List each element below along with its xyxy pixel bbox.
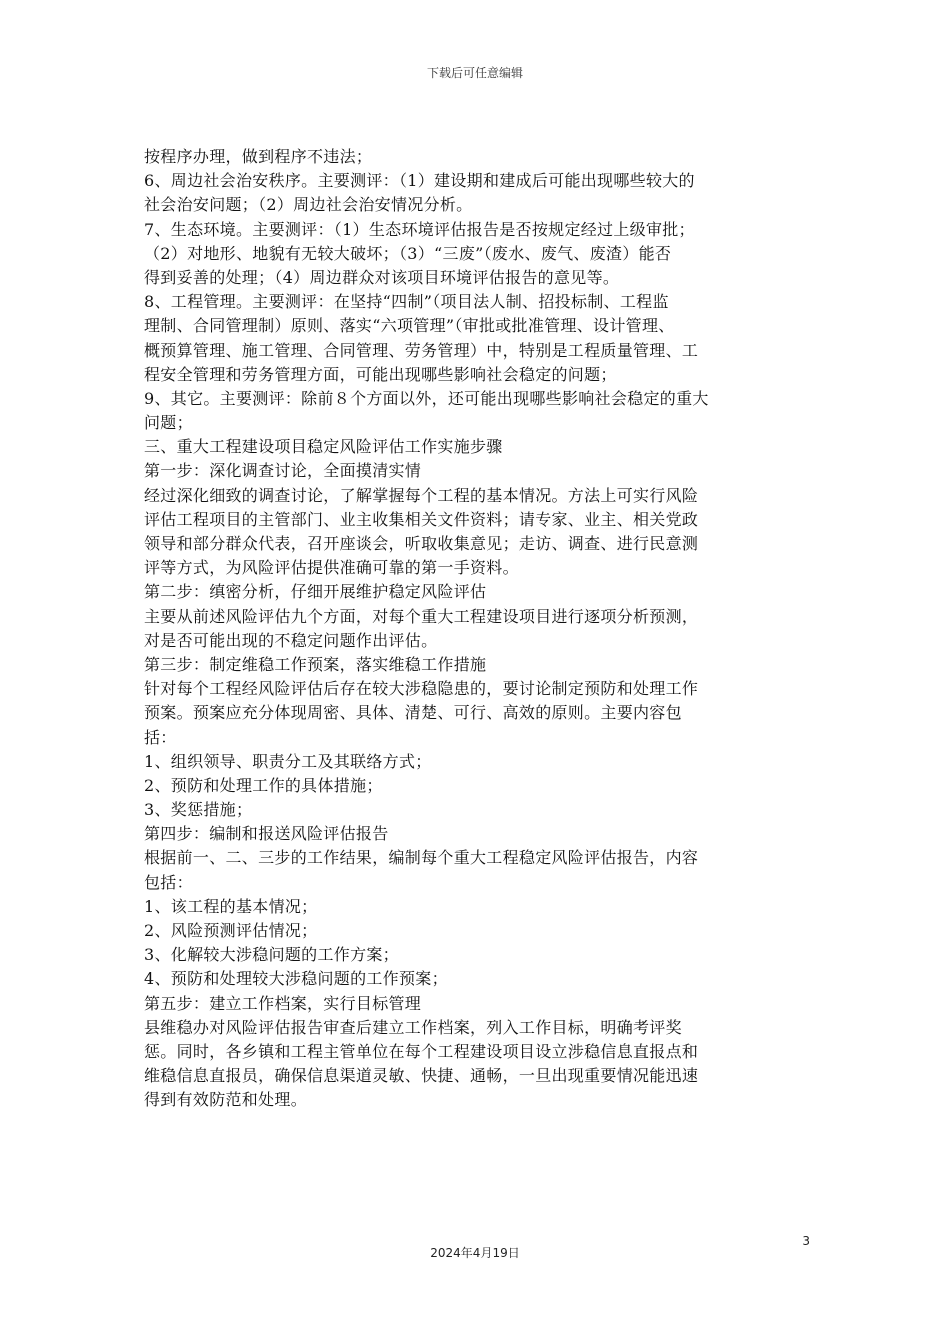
step-heading: 第五步：建立工作档案，实行目标管理 (144, 993, 422, 1013)
text-line: 预案。预案应充分体现周密、具体、清楚、可行、高效的原则。主要内容包 (144, 703, 682, 723)
page-header: 下载后可任意编辑 (426, 66, 523, 80)
text-line: 县维稳办对风险评估报告审查后建立工作档案，列入工作目标，明确考评奖 (144, 1017, 682, 1037)
text-line: 主要从前述风险评估九个方面，对每个重大工程建设项目进行逐项分析预测， (144, 606, 699, 626)
list-item: 2、预防和处理工作的具体措施； (144, 775, 383, 795)
text-line: 得到有效防范和处理。 (144, 1090, 308, 1110)
step-heading: 第四步：编制和报送风险评估报告 (144, 824, 389, 844)
text-line: 6、周边社会治安秩序。主要测评：（1）建设期和建成后可能出现哪些较大的 (144, 171, 695, 191)
text-line: 7、生态环境。主要测评：（1）生态环境评估报告是否按规定经过上级审批； (144, 219, 695, 239)
text-line: 对是否可能出现的不稳定问题作出评估。 (144, 630, 438, 650)
text-line: 评等方式，为风险评估提供准确可靠的第一手资料。 (144, 558, 519, 578)
text-line: 包括： (144, 872, 193, 892)
text-line: 按程序办理，做到程序不违法； (144, 147, 373, 166)
text-line: 根据前一、二、三步的工作结果，编制每个重大工程稳定风险评估报告，内容 (144, 848, 699, 868)
list-item: 3、化解较大涉稳问题的工作方案； (144, 945, 399, 965)
text-line: 针对每个工程经风险评估后存在较大涉稳隐患的，要讨论制定预防和处理工作 (144, 679, 699, 699)
list-item: 3、奖惩措施； (144, 800, 253, 820)
list-item: 2、风险预测评估情况； (144, 921, 318, 940)
list-item: 4、预防和处理较大涉稳问题的工作预案； (144, 969, 448, 989)
text-line: 得到妥善的处理；（4）周边群众对该项目环境评估报告的意见等。 (144, 267, 620, 287)
text-line: 惩。同时，各乡镇和工程主管单位在每个工程建设项目设立涉稳信息直报点和 (144, 1041, 699, 1061)
text-line: 程安全管理和劳务管理方面，可能出现哪些影响社会稳定的问题； (144, 364, 617, 384)
text-line: （2）对地形、地貌有无较大破坏；（3）“三废”（废水、废气、废渣）能否 (144, 243, 672, 263)
text-line: 9、其它。主要测评：除前８个方面以外，还可能出现哪些影响社会稳定的重大 (144, 388, 709, 408)
step-heading: 第三步：制定维稳工作预案，落实维稳工作措施 (144, 654, 487, 674)
page-number: 3 (802, 1234, 810, 1248)
text-line: 领导和部分群众代表，召开座谈会，听取收集意见；走访、调查、进行民意测 (144, 534, 699, 553)
text-line: 概预算管理、施工管理、合同管理、劳务管理）中，特别是工程质量管理、工 (144, 340, 699, 360)
text-line: 8、工程管理。主要测评：在坚持“四制”（项目法人制、招投标制、工程监 (144, 292, 669, 312)
text-line: 社会治安问题；（2）周边社会治安情况分析。 (144, 195, 473, 215)
text-line: 括： (144, 727, 177, 747)
step-heading: 第二步：缜密分析，仔细开展维护稳定风险评估 (144, 582, 487, 602)
text-line: 理制、合同管理制）原则、落实“六项管理”（审批或批准管理、设计管理、 (144, 316, 675, 336)
document-body (144, 145, 812, 1113)
step-heading: 第一步：深化调查讨论，全面摸清实情 (144, 461, 422, 481)
text-line: 评估工程项目的主管部门、业主收集相关文件资料；请专家、业主、相关党政 (144, 509, 699, 529)
text-line: 问题； (144, 413, 193, 433)
list-item: 1、组织领导、职责分工及其联络方式； (144, 751, 432, 771)
footer-date: 2024年4月19日 (430, 1246, 520, 1260)
section-heading: 三、重大工程建设项目稳定风险评估工作实施步骤 (144, 437, 503, 457)
text-line: 维稳信息直报员，确保信息渠道灵敏、快捷、通畅，一旦出现重要情况能迅速 (144, 1066, 699, 1086)
list-item: 1、该工程的基本情况； (144, 896, 318, 916)
text-line: 经过深化细致的调查讨论，了解掌握每个工程的基本情况。方法上可实行风险 (144, 485, 699, 505)
